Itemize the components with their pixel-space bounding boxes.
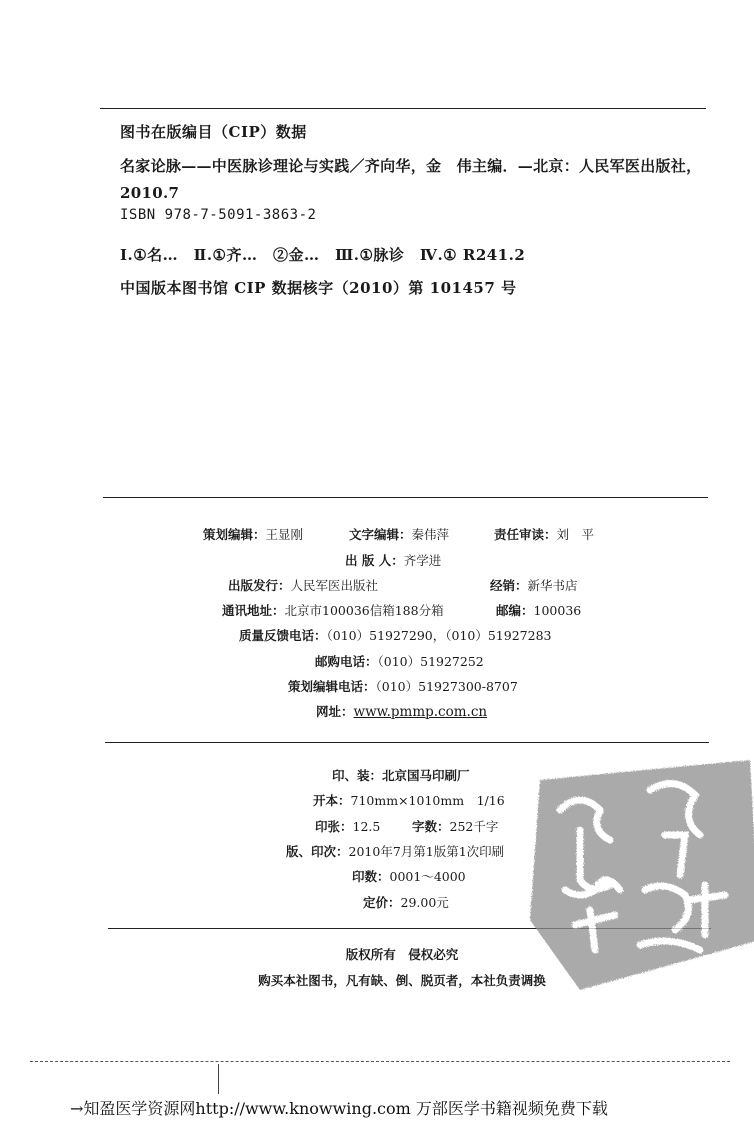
feedback-value: （010）51927290，（010）51927283 xyxy=(326,628,552,643)
edition-row xyxy=(286,842,504,860)
cip-core-number: 中国版本图书馆 CIP 数据核字（2010）第 101457 号 xyxy=(120,279,517,297)
publisher-person-row xyxy=(345,551,441,569)
bottom-scan-tick xyxy=(218,1064,219,1094)
sheets-row xyxy=(315,817,380,835)
postcode-value: 100036 xyxy=(533,603,582,618)
distribution-label: 出版发行： xyxy=(228,578,291,593)
distributor-label: 经销： xyxy=(490,578,528,593)
feedback-row xyxy=(239,626,551,644)
top-rule xyxy=(100,108,706,109)
words-label: 字数： xyxy=(412,819,450,834)
price-row xyxy=(363,893,449,911)
edition-label: 版、印次： xyxy=(286,844,349,859)
planning-phone-value: （010）51927300-8707 xyxy=(375,679,518,694)
printer-label: 印、装： xyxy=(332,768,383,783)
words-row xyxy=(412,817,498,835)
footer-link[interactable]: →知盈医学资源网http://www.knowwing.com 万部医学书籍视频免费下载 xyxy=(70,1099,608,1118)
text-editor-value: 秦伟萍 xyxy=(411,527,450,542)
copies-row xyxy=(352,867,466,885)
return-policy: 购买本社图书，凡有缺、倒、脱页者，本社负责调换 xyxy=(258,973,546,988)
planning-editor-label: 策划编辑： xyxy=(203,527,266,542)
address-value: 北京市100036信箱188分箱 xyxy=(284,603,444,618)
mail-order-value: （010）51927252 xyxy=(377,654,484,669)
printer-row xyxy=(332,766,470,784)
copyright-notice: 版权所有 侵权必究 xyxy=(345,947,459,962)
seal-stamp xyxy=(520,740,754,990)
sheets-value: 12.5 xyxy=(352,819,381,834)
reviewer-label: 责任审读： xyxy=(494,527,557,542)
cip-isbn: ISBN 978-7-5091-3863-2 xyxy=(120,207,317,223)
price-label: 定价： xyxy=(363,895,401,910)
copies-value: 0001～4000 xyxy=(389,869,466,884)
format-label: 开本： xyxy=(313,793,351,808)
printer-value: 北京国马印刷厂 xyxy=(382,768,470,783)
mail-order-row xyxy=(315,652,484,670)
edition-value: 2010年7月第1版第1次印刷 xyxy=(348,844,505,859)
copies-label: 印数： xyxy=(352,869,390,884)
text-editor-row xyxy=(349,525,449,543)
sheets-label: 印张： xyxy=(315,819,353,834)
seal-stamp-graphic xyxy=(520,740,754,990)
format-value: 710mm×1010mm 1/16 xyxy=(350,793,505,808)
address-row xyxy=(222,601,444,619)
cip-heading: 图书在版编目（CIP）数据 xyxy=(120,123,307,141)
bottom-scan-line xyxy=(30,1061,730,1062)
reviewer-value: 刘 平 xyxy=(556,527,595,542)
website-link[interactable]: www.pmmp.com.cn xyxy=(353,704,488,720)
cip-classification: Ⅰ.①名… Ⅱ.①齐… ②金… Ⅲ.①脉诊 Ⅳ.① R241.2 xyxy=(120,246,526,264)
price-value: 29.00元 xyxy=(400,895,449,910)
planning-phone-label: 策划编辑电话： xyxy=(288,679,376,694)
postcode-label: 邮编： xyxy=(496,603,534,618)
text-editor-label: 文字编辑： xyxy=(349,527,412,542)
address-label: 通讯地址： xyxy=(222,603,285,618)
words-value: 252千字 xyxy=(449,819,499,834)
format-row xyxy=(313,791,505,809)
planning-editor-value: 王显刚 xyxy=(265,527,304,542)
publisher-person-value: 齐学进 xyxy=(403,553,442,568)
cip-record: 名家论脉——中医脉诊理论与实践／齐向华，金 伟主编．—北京：人民军医出版社，2010.7 xyxy=(120,157,702,202)
website-label: 网址： xyxy=(316,704,354,719)
mail-order-label: 邮购电话： xyxy=(315,654,378,669)
planning-editor-row xyxy=(203,525,303,543)
reviewer-row xyxy=(494,525,594,543)
postcode-row xyxy=(496,601,581,619)
seal-watermark: PDG xyxy=(694,947,744,990)
website-row xyxy=(316,702,487,720)
feedback-label: 质量反馈电话： xyxy=(239,628,327,643)
publisher-person-label: 出 版 人： xyxy=(345,553,404,568)
distribution-row xyxy=(228,576,378,594)
distributor-row xyxy=(490,576,578,594)
middle-rule xyxy=(103,497,708,498)
distribution-value: 人民军医出版社 xyxy=(290,578,379,593)
distributor-value: 新华书店 xyxy=(527,578,578,593)
planning-phone-row xyxy=(288,677,518,695)
